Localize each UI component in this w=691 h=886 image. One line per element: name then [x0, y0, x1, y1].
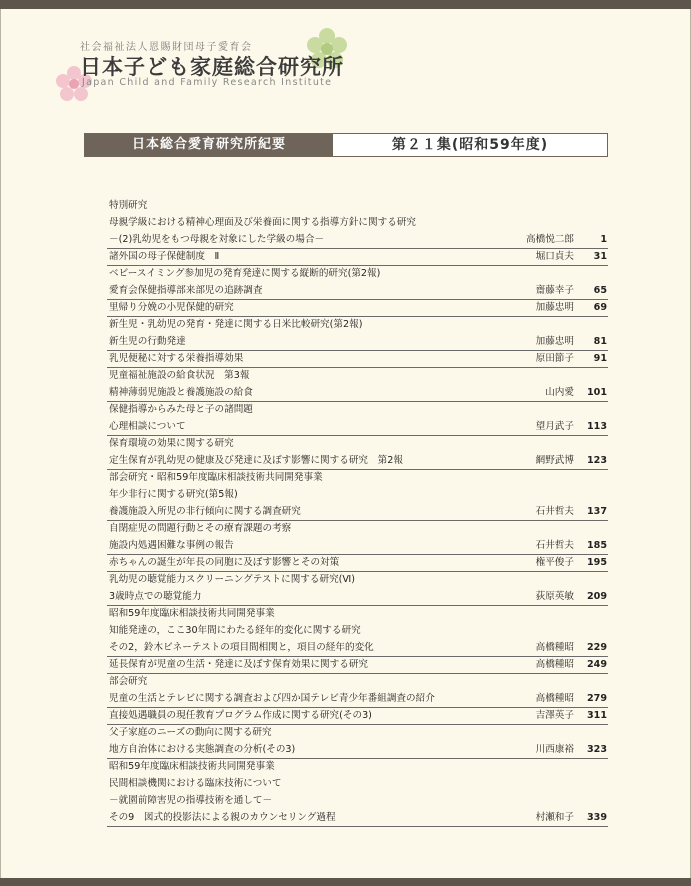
- toc-title: 年少非行に関する研究(第5報): [109, 489, 238, 500]
- toc-title: その9 図式的投影法による親のカウンセリング過程: [109, 812, 336, 823]
- toc-row: [107, 572, 608, 589]
- toc-row[interactable]: [107, 453, 608, 470]
- toc-row[interactable]: [107, 232, 608, 249]
- toc-page-number: 137: [586, 506, 607, 517]
- toc-title: 民間相談機関における臨床技術について: [109, 778, 282, 789]
- toc-title: 愛育会保健指導部来部児の追跡調査: [109, 285, 263, 296]
- toc-author: 山内愛: [545, 387, 574, 398]
- toc-row: [107, 776, 608, 793]
- toc-title: 自閉症児の問題行動とその療育課題の考察: [109, 523, 292, 534]
- toc-title: 保健指導からみた母と子の諸問題: [109, 404, 253, 415]
- toc-row[interactable]: [107, 283, 608, 300]
- toc-row[interactable]: [107, 334, 608, 351]
- toc-row[interactable]: [107, 249, 608, 266]
- toc-row: [107, 725, 608, 742]
- toc-author: 加藤忠明: [535, 302, 574, 313]
- toc-row[interactable]: [107, 589, 608, 606]
- toc-page-number: 311: [586, 710, 607, 721]
- toc-row: [107, 674, 608, 691]
- toc-page-number: 339: [586, 812, 607, 823]
- volume-title: 第２１集(昭和59年度): [391, 137, 549, 153]
- toc-row[interactable]: [107, 351, 608, 368]
- toc-author: 石井哲夫: [535, 540, 574, 551]
- toc-title: 父子家庭のニーズの動向に関する研究: [109, 727, 272, 738]
- institute-name-english: Japan Child and Family Research Institute: [82, 77, 333, 88]
- toc-row: [107, 402, 608, 419]
- toc-title: ベビースイミング参加児の発育発達に関する縦断的研究(第2報): [109, 268, 381, 279]
- toc-author: 加藤忠明: [535, 336, 574, 347]
- toc-page-number: 249: [586, 659, 607, 670]
- toc-page-number: 101: [586, 387, 607, 398]
- toc-row[interactable]: [107, 385, 608, 402]
- toc-row[interactable]: [107, 538, 608, 555]
- toc-title: 養護施設入所児の非行傾向に関する調査研究: [109, 506, 301, 517]
- toc-title: その2，鈴木ビネーテストの項目間相関と，項目の経年的変化: [109, 642, 374, 653]
- toc-row: [107, 759, 608, 776]
- institute-logo[interactable]: [56, 34, 356, 124]
- toc-title: 3歳時点での聴覚能力: [109, 591, 202, 602]
- toc-page-number: 65: [593, 285, 607, 296]
- top-bar: [0, 0, 691, 9]
- toc-title: －(2)乳幼児をもつ母親を対象にした学級の場合－: [109, 234, 325, 245]
- toc-author: 権平俊子: [535, 557, 574, 568]
- toc-row[interactable]: [107, 555, 608, 572]
- toc-row: [107, 487, 608, 504]
- toc-author: 堀口貞夫: [535, 251, 574, 262]
- toc-author: 石井哲夫: [535, 506, 574, 517]
- toc-title: 保育環境の効果に関する研究: [109, 438, 234, 449]
- toc-title: 定生保育が乳幼児の健康及び発達に及ぼす影響に関する研究 第2報: [109, 455, 403, 466]
- toc-row: [107, 317, 608, 334]
- toc-page-number: 229: [586, 642, 607, 653]
- toc-author: 高橋悦二郎: [526, 234, 574, 245]
- toc-page-number: 185: [586, 540, 607, 551]
- toc-row: [107, 266, 608, 283]
- toc-title: 精神薄弱児施設と養護施設の給食: [109, 387, 253, 398]
- toc-author: 村瀬和子: [535, 812, 574, 823]
- toc-row[interactable]: [107, 742, 608, 759]
- toc-row[interactable]: [107, 504, 608, 521]
- toc-title: 知能発達の，ここ30年間にわたる経年的変化に関する研究: [109, 625, 361, 636]
- toc-row[interactable]: [107, 419, 608, 436]
- table-of-contents: [107, 198, 608, 827]
- toc-row: [107, 623, 608, 640]
- toc-author: 吉澤英子: [535, 710, 574, 721]
- toc-title: 新生児の行動発達: [109, 336, 186, 347]
- toc-title: 乳児便秘に対する栄養指導効果: [109, 353, 244, 364]
- title-bar: [84, 133, 608, 157]
- toc-page-number: 69: [593, 302, 607, 313]
- toc-title: 新生児・乳幼児の発育・発達に関する日米比較研究(第2報): [109, 319, 363, 330]
- toc-title: 部会研究・昭和59年度臨床相談技術共同開発事業: [109, 472, 323, 483]
- toc-page-number: 279: [586, 693, 607, 704]
- toc-title: 里帰り分娩の小児保健的研究: [109, 302, 234, 313]
- toc-title: 延長保育が児童の生活・発達に及ぼす保育効果に関する研究: [109, 659, 369, 670]
- toc-page-number: 123: [586, 455, 607, 466]
- toc-page-number: 113: [586, 421, 607, 432]
- toc-author: 望月武子: [535, 421, 574, 432]
- toc-title: 赤ちゃんの誕生が年長の同胞に及ぼす影響とその対策: [109, 557, 340, 568]
- toc-page-number: 323: [586, 744, 607, 755]
- toc-row: [107, 793, 608, 810]
- toc-row[interactable]: [107, 657, 608, 674]
- toc-title: 部会研究: [109, 676, 148, 687]
- toc-title: 昭和59年度臨床相談技術共同開発事業: [109, 608, 275, 619]
- institute-name: 日本子ども家庭総合研究所: [80, 55, 344, 79]
- toc-row[interactable]: [107, 691, 608, 708]
- toc-page-number: 91: [593, 353, 607, 364]
- parent-organization: 社会福祉法人恩賜財団母子愛育会: [80, 42, 253, 53]
- toc-author: 高橋種昭: [535, 642, 574, 653]
- toc-row: [107, 436, 608, 453]
- toc-row[interactable]: [107, 810, 608, 827]
- toc-row: [107, 215, 608, 232]
- bottom-bar: [0, 878, 691, 886]
- toc-title: 特別研究: [109, 200, 148, 211]
- toc-row: [107, 198, 608, 215]
- toc-title: 昭和59年度臨床相談技術共同開発事業: [109, 761, 275, 772]
- journal-title: 日本総合愛育研究所紀要: [85, 134, 333, 156]
- toc-title: 直接処遇職員の現任教育プログラム作成に関する研究(その3): [109, 710, 372, 721]
- toc-author: 網野武博: [535, 455, 574, 466]
- toc-title: 母親学級における精神心理面及び栄養面に関する指導方針に関する研究: [109, 217, 416, 228]
- toc-page-number: 81: [593, 336, 607, 347]
- toc-title: 諸外国の母子保健制度 Ⅱ: [109, 251, 220, 262]
- toc-page-number: 195: [586, 557, 607, 568]
- toc-title: 乳幼児の聴覚能力スクリーニングテストに関する研究(Ⅵ): [109, 574, 356, 585]
- toc-row: [107, 606, 608, 623]
- toc-row[interactable]: [107, 300, 608, 317]
- toc-title: 地方自治体における実態調査の分析(その3): [109, 744, 296, 755]
- toc-author: 荻原英敏: [535, 591, 574, 602]
- toc-page-number: 1: [600, 234, 607, 245]
- toc-title: 心理相談について: [109, 421, 186, 432]
- toc-page-number: 31: [593, 251, 607, 262]
- toc-title: 児童の生活とテレビに関する調査および四か国テレビ青少年番組調査の紹介: [109, 693, 435, 704]
- toc-row: [107, 470, 608, 487]
- toc-row[interactable]: [107, 708, 608, 725]
- toc-author: 原田節子: [535, 353, 574, 364]
- toc-row[interactable]: [107, 640, 608, 657]
- toc-author: 川西康裕: [535, 744, 574, 755]
- toc-row: [107, 521, 608, 538]
- toc-author: 高橋種昭: [535, 693, 574, 704]
- toc-page-number: 209: [586, 591, 607, 602]
- toc-title: 児童福祉施設の給食状況 第3報: [109, 370, 250, 381]
- toc-title: 施設内処遇困難な事例の報告: [109, 540, 234, 551]
- toc-author: 齋藤幸子: [535, 285, 574, 296]
- toc-row: [107, 368, 608, 385]
- toc-title: －就園前障害児の指導技術を通して－: [109, 795, 273, 806]
- toc-author: 高橋種昭: [535, 659, 574, 670]
